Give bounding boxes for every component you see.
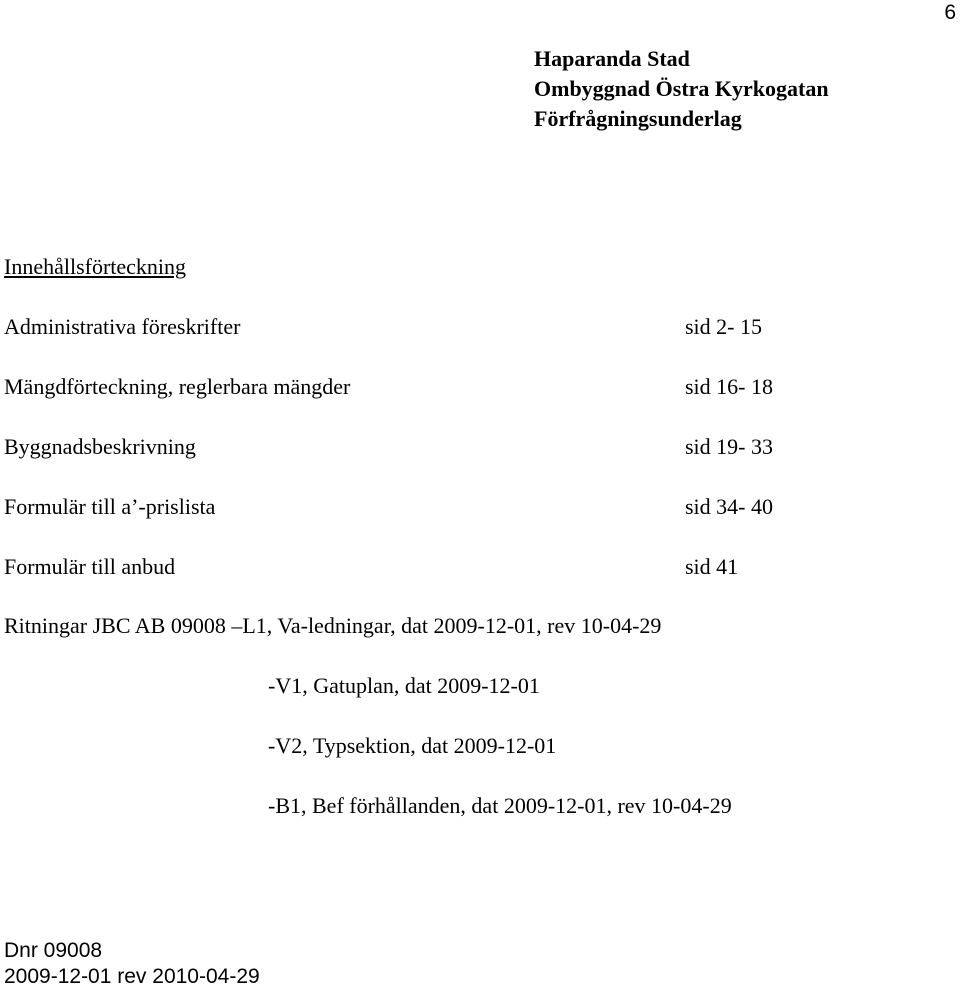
footer [4,938,260,990]
toc-item [4,372,804,402]
toc-item-title: Administrativa föreskrifter [4,314,241,339]
toc-item [4,432,804,462]
toc-item-pages: sid 16- 18 [685,374,773,399]
footer-dnr: Dnr 09008 [4,939,103,962]
drawing-item: -V1, Gatuplan, dat 2009-12-01 [268,673,540,698]
toc-item [4,492,804,522]
toc-item-pages: sid 19- 33 [685,434,773,459]
toc-item-title: Formulär till anbud [4,554,176,579]
header-project: Ombyggnad Östra Kyrkogatan [534,76,829,101]
page-number: 6 [944,1,956,24]
drawing-item: -V2, Typsektion, dat 2009-12-01 [268,733,557,758]
toc-heading: Innehållsförteckning [4,254,187,279]
toc-item-pages: sid 2- 15 [685,314,762,339]
toc-item-pages: sid 41 [685,554,739,579]
footer-date: 2009-12-01 rev 2010-04-29 [4,965,260,988]
header-document-type: Förfrågningsunderlag [534,106,742,131]
toc-item-pages: sid 34- 40 [685,494,773,519]
header-organization: Haparanda Stad [534,46,690,71]
toc-item [4,552,804,582]
toc-item [4,312,804,342]
toc-item-title: Byggnadsbeskrivning [4,434,196,459]
document-header [534,44,829,134]
toc-item-title: Mängdförteckning, reglerbara mängder [4,374,351,399]
drawings-main: Ritningar JBC AB 09008 –L1, Va-ledningar, dat 2009-12-01, rev 10-04-29 [4,613,662,638]
toc-item-title: Formulär till a’-prislista [4,494,216,519]
drawing-item: -B1, Bef förhållanden, dat 2009-12-01, rev 10-04-29 [268,793,732,818]
